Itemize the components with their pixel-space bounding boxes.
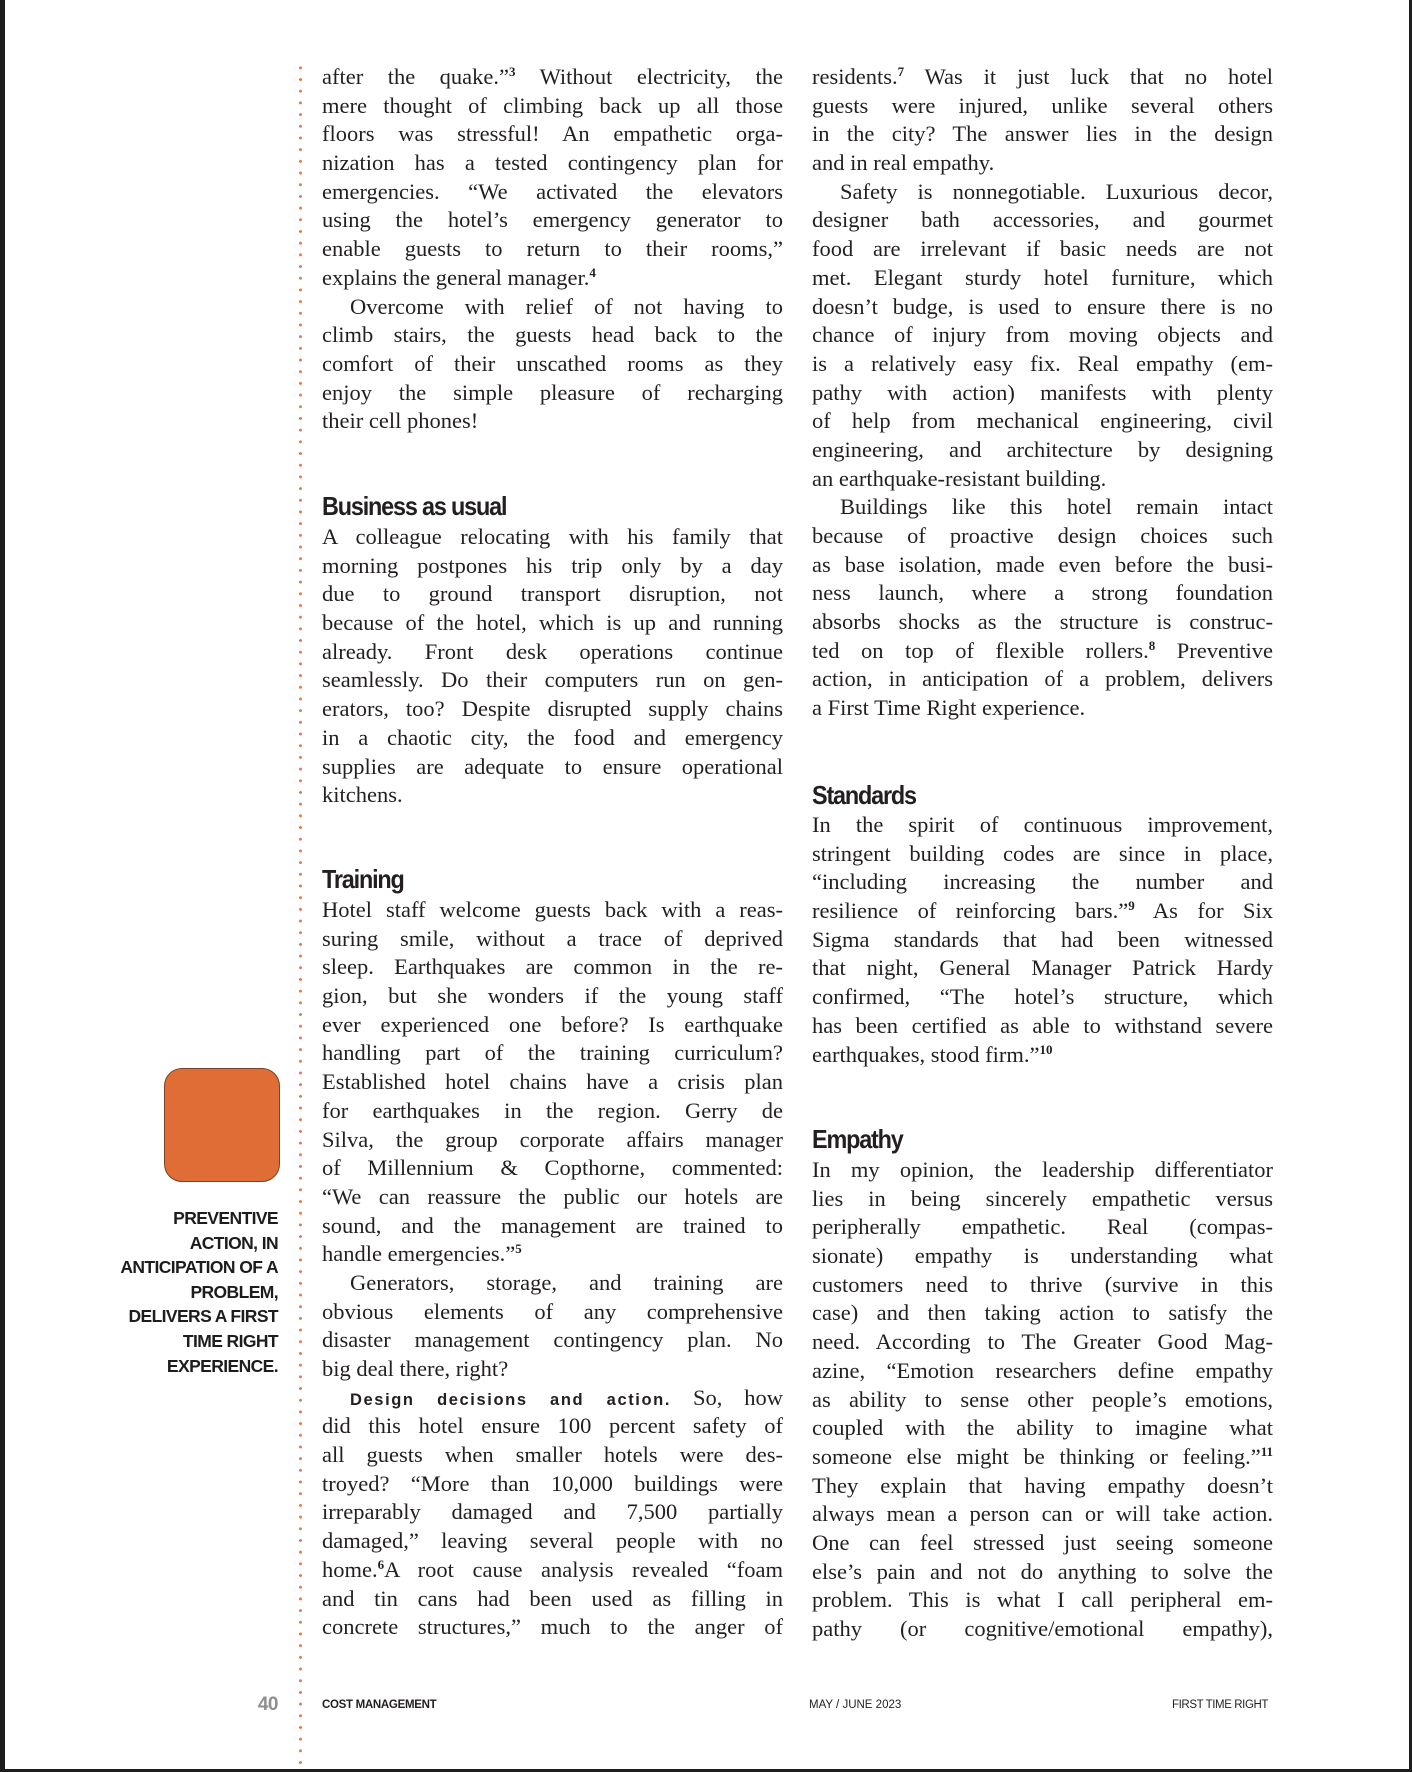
body-text-line: sound, and the management are trained to (322, 1212, 783, 1238)
body-text-line (812, 63, 1273, 92)
body-text-fragment: A root cause analysis revealed “foam (384, 1556, 783, 1582)
footnote-ref: 3 (509, 64, 516, 79)
footnote-ref: 8 (1148, 637, 1156, 653)
pull-quote-line: ACTION, IN (189, 1232, 278, 1253)
body-text-line: morning postpones his trip only by a day (322, 552, 783, 578)
body-text-line: They explain that having empathy doesn’t (812, 1472, 1273, 1498)
footer-issue-date: MAY / JUNE 2023 (809, 1699, 902, 1711)
body-text-line: due to ground transport disruption, not (322, 581, 783, 607)
body-text-line: stringent building codes are since in place, (812, 840, 1273, 866)
body-text-fragment: after the quake.” (322, 64, 510, 89)
pull-quote-line: PREVENTIVE (173, 1208, 278, 1228)
body-text-line: coupled with the ability to imagine what (812, 1415, 1273, 1441)
body-text-line: all guests when smaller hotels were des- (322, 1442, 783, 1468)
body-text-line: In my opinion, the leadership differentiator (812, 1157, 1273, 1182)
intro-paragraphs (322, 63, 783, 436)
footer-publication: COST MANAGEMENT (322, 1699, 437, 1711)
body-text-line: guests were injured, unlike several others (812, 92, 1273, 118)
section-heading-standards: Standards (812, 780, 916, 810)
empathy-paragraph (812, 1156, 1273, 1644)
body-text-fragment: Preventive (1155, 637, 1273, 663)
body-text-line: using the hotel’s emergency generator to (322, 207, 783, 233)
body-text-line: Generators, storage, and training are (350, 1269, 783, 1295)
page-number: 40 (257, 1694, 278, 1715)
body-text-line: sleep. Earthquakes are common in the re- (322, 954, 783, 980)
body-text-line: Silva, the group corporate affairs manager (322, 1126, 783, 1152)
body-text-line: pathy (or cognitive/emotional empathy), (812, 1616, 1273, 1641)
footnote-ref: 10 (1039, 1041, 1053, 1057)
pull-quote-line: DELIVERS A FIRST (128, 1306, 278, 1327)
body-text-line: because of proactive design choices such (812, 523, 1273, 548)
body-text-fragment: As for Six (1134, 898, 1273, 924)
body-text-line: did this hotel ensure 100 percent safety of (322, 1413, 783, 1439)
body-text-line: azine, “Emotion researchers define empathy (812, 1357, 1273, 1383)
dotted-column-rule (299, 62, 302, 1769)
body-text-line: supplies are adequate to ensure operational (322, 753, 783, 779)
body-text-fragment: someone else might be thinking or feeling.” (812, 1443, 1261, 1469)
body-text-line: confirmed, “The hotel’s structure, which (812, 984, 1273, 1010)
body-text-line: because of the hotel, which is up and running (322, 610, 783, 636)
body-text-fragment: residents. (812, 64, 898, 89)
section-heading-training: Training (322, 864, 404, 894)
body-text-line (812, 1443, 1273, 1472)
body-text-line: their cell phones! (322, 408, 479, 434)
body-text-fragment: resilience of reinforcing bars.” (812, 898, 1129, 924)
body-text-line (322, 264, 783, 293)
body-text-line: enjoy the simple pleasure of recharging (322, 379, 783, 405)
body-text-line: seamlessly. Do their computers run on gen- (322, 667, 783, 693)
body-text-line: Buildings like this hotel remain intact (840, 494, 1273, 520)
footnote-ref: 9 (1128, 898, 1135, 914)
body-text-line: problem. This is what I call peripheral em- (812, 1587, 1273, 1613)
body-text-line: an earthquake-resistant building. (812, 465, 1107, 491)
body-text-line: pathy with action) manifests with plenty (812, 379, 1273, 405)
body-text-line: A colleague relocating with his family that (322, 524, 783, 549)
body-text-line: kitchens. (322, 782, 403, 808)
body-text-line: and in real empathy. (812, 150, 995, 176)
body-text-line: lies in being sincerely empathetic versus (812, 1185, 1273, 1211)
body-text-line: big deal there, right? (322, 1356, 509, 1381)
body-text-line (322, 1240, 783, 1269)
body-text-line: already. Front desk operations continue (322, 638, 783, 664)
body-text-line: ness launch, where a strong foundation (812, 580, 1273, 606)
body-text-line: One can feel stressed just seeing someone (812, 1529, 1273, 1555)
business-paragraph (322, 523, 783, 810)
body-text-line: floors was stressful! An empathetic orga- (322, 121, 783, 147)
body-text-line: food are irrelevant if basic needs are not (812, 236, 1273, 262)
footnote-ref: 6 (377, 1556, 385, 1572)
body-text-line: enable guests to return to their rooms,” (322, 236, 783, 262)
body-text-line (322, 63, 783, 92)
body-text-fragment: explains the general manager. (322, 264, 590, 290)
body-text-line: Established hotel chains have a crisis plan (322, 1069, 783, 1095)
body-text-line: a First Time Right experience. (812, 695, 1086, 721)
body-text-line: always mean a person can or will take action. (812, 1501, 1273, 1527)
body-text-line: climb stairs, the guests head back to the (322, 322, 783, 348)
body-text-line: of Millennium & Copthorne, commented: (322, 1155, 783, 1181)
body-text-line: sionate) empathy is understanding what (812, 1243, 1273, 1269)
body-text-line: Hotel staff welcome guests back with a reas- (322, 897, 783, 922)
body-text-fragment: handle emergencies.” (322, 1241, 516, 1267)
body-text-fragment: So, how (692, 1384, 784, 1410)
body-text-line: action, in anticipation of a problem, delivers (812, 666, 1273, 692)
body-text-line: is a relatively easy fix. Real empathy (em- (812, 350, 1273, 376)
body-text-line: absorbs shocks as the structure is construc- (812, 609, 1273, 635)
body-text-fragment: earthquakes, stood firm.” (812, 1041, 1040, 1067)
body-text-line: peripherally empathetic. Real (compas- (812, 1214, 1273, 1240)
body-text-line: Sigma standards that had been witnessed (812, 926, 1273, 952)
footnote-ref: 5 (515, 1241, 522, 1257)
body-text-line: mere thought of climbing back up all those (322, 92, 783, 118)
body-text-line: concrete structures,” much to the anger of (322, 1614, 783, 1640)
body-text-line: ever experienced one before? Is earthquake (322, 1011, 783, 1037)
pull-quote (90, 1206, 278, 1378)
body-text-fragment: ted on top of flexible rollers. (812, 637, 1149, 663)
body-text-fragment: home. (322, 1556, 378, 1582)
body-text-line (812, 637, 1273, 666)
orange-rounded-square-icon (164, 1068, 280, 1182)
standards-paragraph (812, 811, 1273, 1069)
body-text-line: irreparably damaged and 7,500 partially (322, 1499, 783, 1525)
body-text-fragment: Was it just luck that no hotel (904, 64, 1273, 89)
body-text-line: designer bath accessories, and gourmet (812, 207, 1273, 233)
body-text-line: need. According to The Greater Good Mag- (812, 1329, 1273, 1355)
body-text-line: met. Elegant sturdy hotel furniture, which (812, 264, 1273, 290)
body-text-fragment: Without electricity, the (515, 64, 783, 89)
body-text-line: erators, too? Despite disrupted supply chains (322, 696, 783, 722)
training-paragraphs (322, 896, 783, 1642)
body-text-line: Safety is nonnegotiable. Luxurious decor, (840, 178, 1273, 204)
body-text-line: as ability to sense other people’s emotions, (812, 1386, 1273, 1412)
body-text-line: case) and then taking action to satisfy the (812, 1300, 1273, 1326)
pull-quote-line: EXPERIENCE. (166, 1355, 278, 1376)
body-text-line: as base isolation, made even before the busi- (812, 551, 1273, 577)
body-text-line (812, 1041, 1273, 1070)
body-text-line: in a chaotic city, the food and emergency (322, 724, 783, 750)
section-heading-empathy: Empathy (812, 1124, 903, 1154)
body-text-line: customers need to thrive (survive in this (812, 1271, 1273, 1297)
body-text-line: suring smile, without a trace of deprived (322, 925, 783, 951)
body-text-line: in the city? The answer lies in the design (812, 121, 1273, 147)
body-text-line (812, 897, 1273, 926)
body-text-line: In the spirit of continuous improvement, (812, 812, 1273, 837)
body-text-line: disaster management contingency plan. No (322, 1327, 783, 1353)
body-text-line: doesn’t budge, is used to ensure there is no (812, 293, 1273, 319)
footnote-ref: 4 (589, 264, 596, 280)
body-text-line: for earthquakes in the region. Gerry de (322, 1097, 783, 1123)
body-text-line: handling part of the training curriculum? (322, 1040, 783, 1066)
design-paragraphs (812, 63, 1273, 723)
body-text-line: gion, but she wonders if the young staff (322, 983, 783, 1009)
body-text-line: engineering, and architecture by designing (812, 436, 1273, 462)
pull-quote-line: TIME RIGHT (182, 1330, 278, 1351)
body-text-line: else’s pain and not do anything to solve the (812, 1558, 1273, 1584)
body-text-line: of help from mechanical engineering, civil (812, 408, 1273, 434)
section-heading-business-as-usual: Business as usual (322, 491, 507, 521)
body-text-line: has been certified as able to withstand severe (812, 1012, 1273, 1038)
body-text-line: emergencies. “We activated the elevators (322, 178, 783, 204)
footer-section-title: FIRST TIME RIGHT (1172, 1699, 1269, 1711)
body-text-line: obvious elements of any comprehensive (322, 1298, 783, 1324)
body-text-line: and tin cans had been used as filling in (322, 1585, 783, 1611)
body-text-line: chance of injury from moving objects and (812, 322, 1273, 348)
body-text-line: that night, General Manager Patrick Hardy (812, 955, 1273, 981)
body-text-line: nization has a tested contingency plan for (322, 150, 783, 176)
run-in-heading-design-decisions: Design decisions and action. (350, 1390, 672, 1409)
body-text-line (322, 1384, 783, 1413)
page-frame-left (0, 0, 5, 1772)
body-text-line: Overcome with relief of not having to (350, 293, 783, 319)
body-text-line: “including increasing the number and (812, 869, 1273, 895)
pull-quote-line: ANTICIPATION OF A (120, 1257, 278, 1278)
body-text-line: troyed? “More than 10,000 buildings were (322, 1470, 783, 1496)
footnote-ref: 7 (897, 64, 905, 79)
body-text-line: comfort of their unscathed rooms as they (322, 350, 783, 376)
body-text-line (322, 1556, 783, 1585)
body-text-line: damaged,” leaving several people with no (322, 1528, 783, 1554)
pull-quote-line: PROBLEM, (190, 1281, 278, 1302)
footnote-ref: 11 (1260, 1443, 1273, 1459)
body-text-line: “We can reassure the public our hotels are (322, 1183, 783, 1209)
